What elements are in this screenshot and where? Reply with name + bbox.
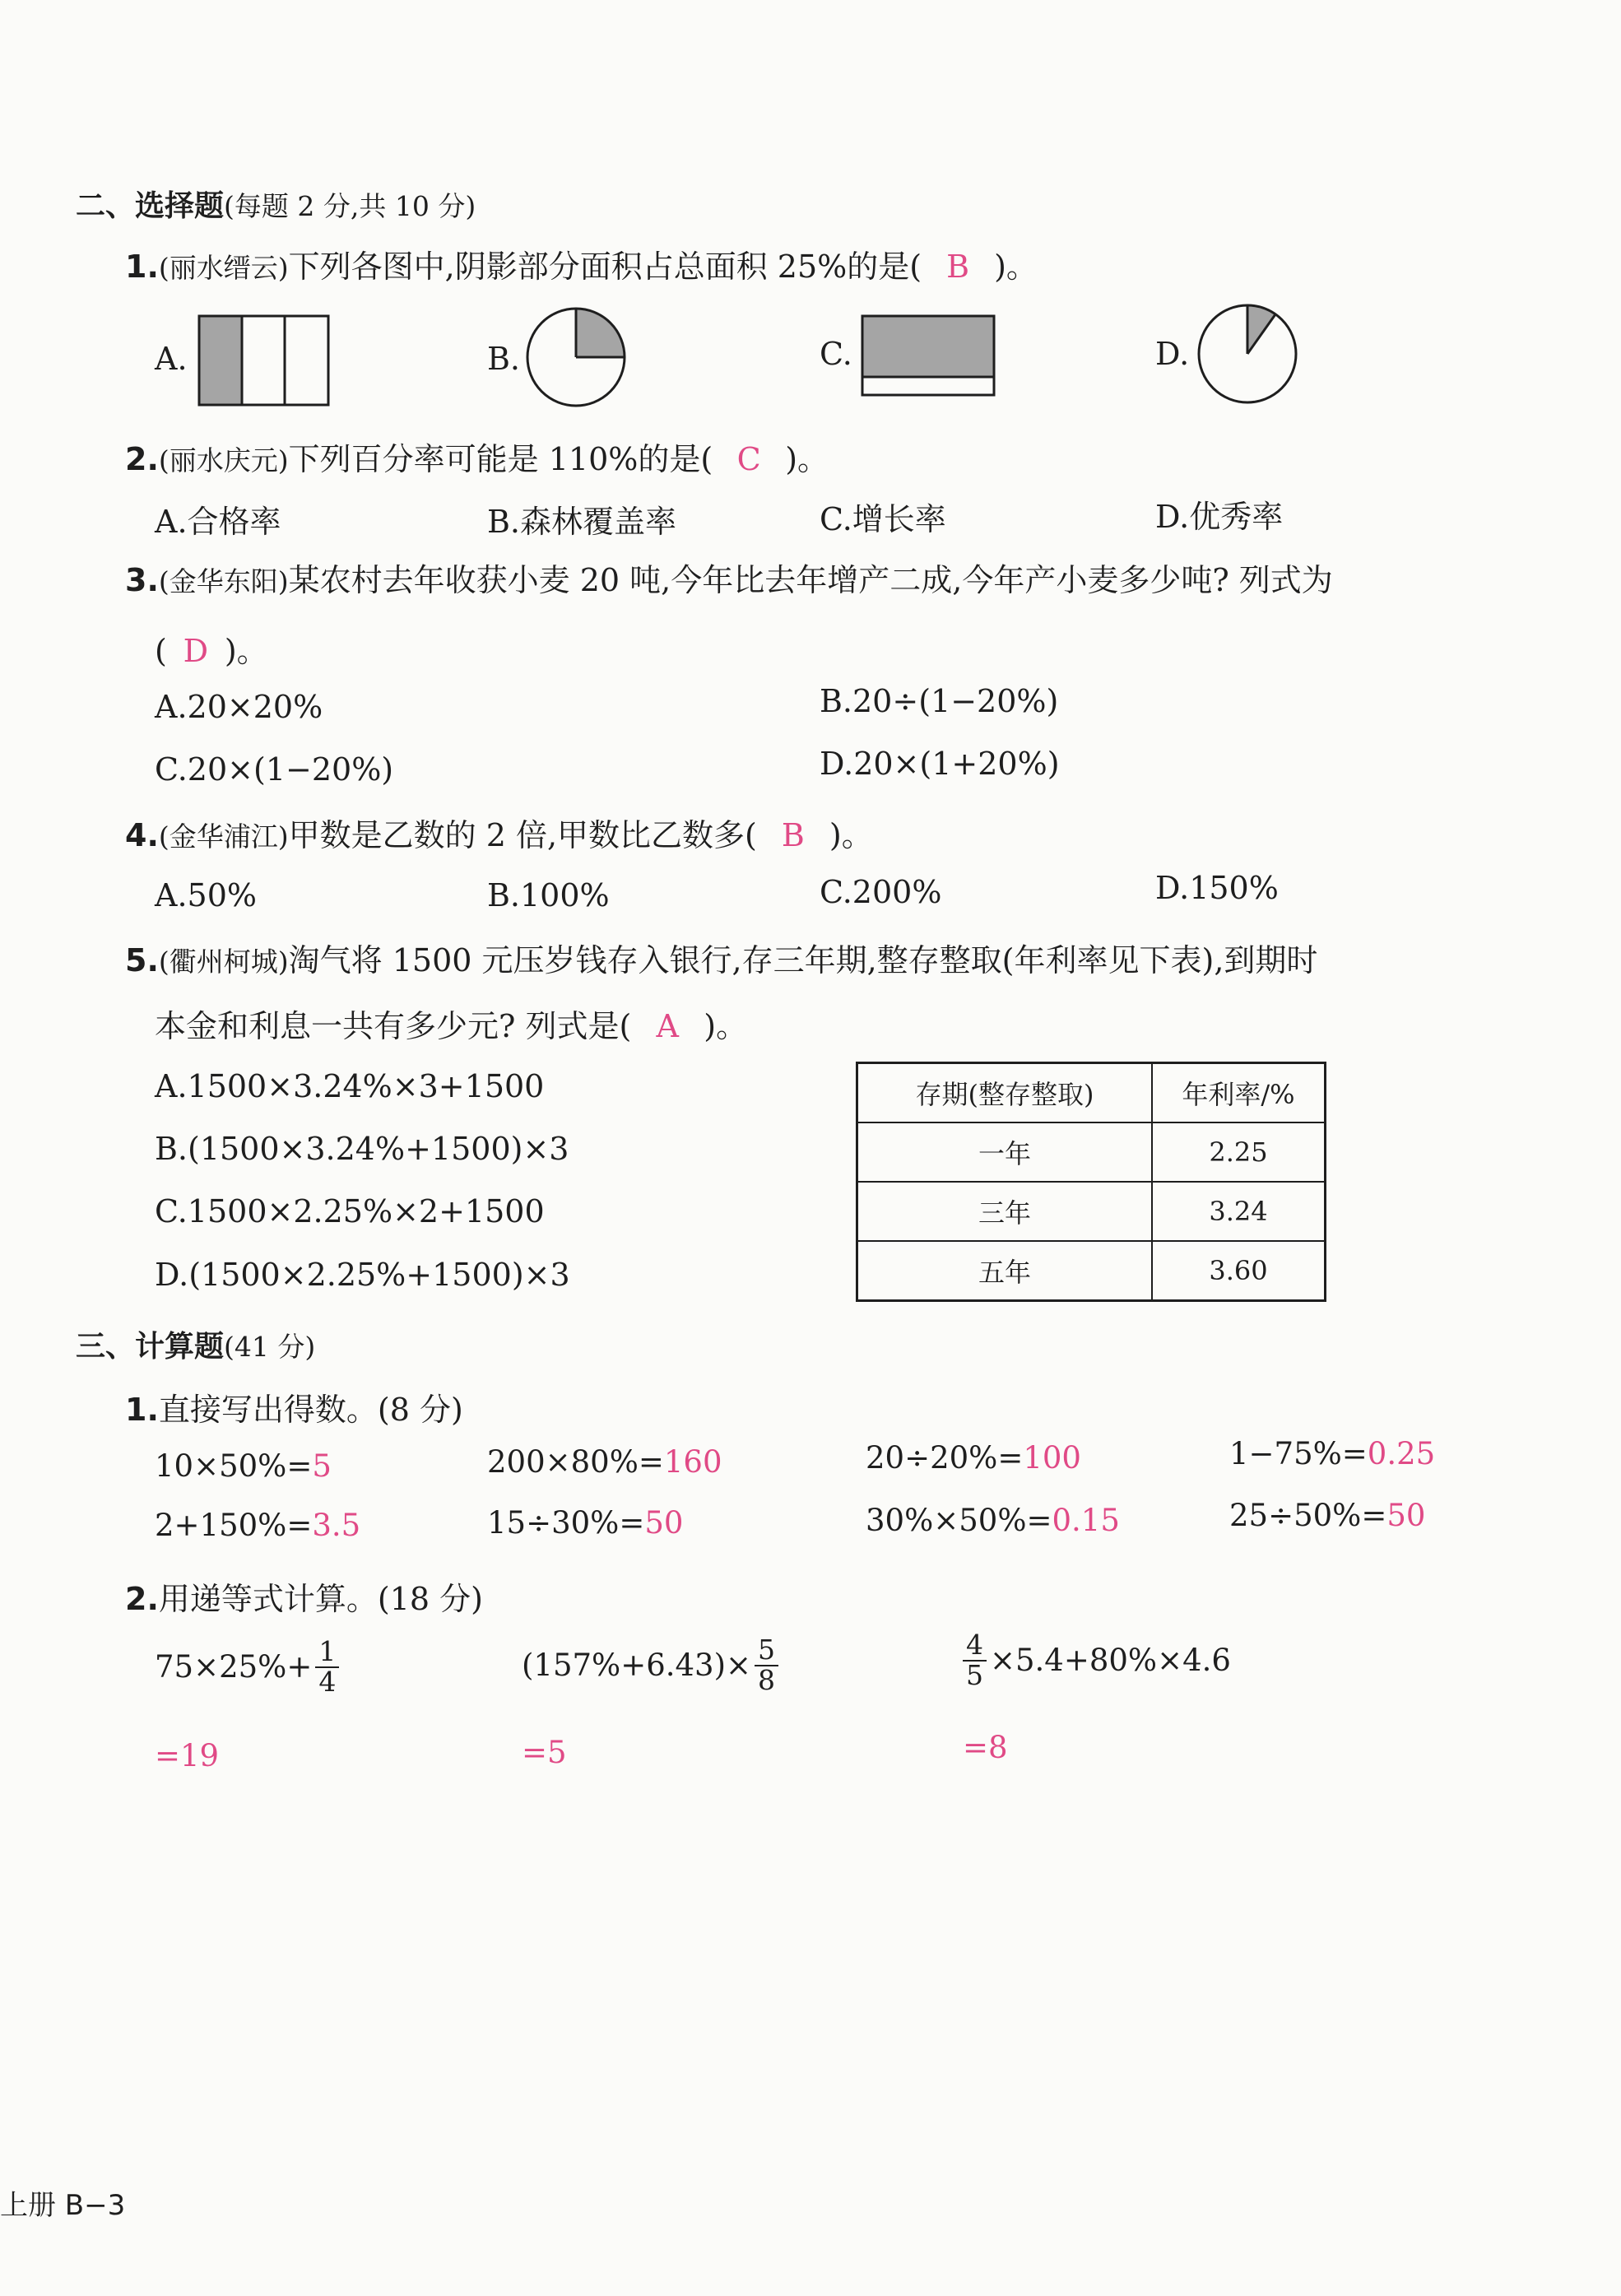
calc-item [866,1503,1120,1538]
option-d-label: D. [1155,336,1190,372]
denominator: 5 [966,1658,983,1691]
question-text: 下列各图中,阴影部分面积占总面积 25%的是( [288,249,922,285]
calc-answer: 5 [312,1448,332,1484]
table-cell: 五年 [857,1241,1153,1301]
option-d: D.(1500×2.25%+1500)×3 [155,1257,570,1293]
answer-mark: B [781,817,805,853]
calc-expression: 2+150%= [155,1508,313,1543]
section-3-heading [76,1323,315,1365]
answer-mark: C [736,441,761,477]
option-a: A.1500×3.24%×3+1500 [155,1068,545,1104]
numerator: 5 [755,1636,778,1666]
denominator: 4 [318,1665,337,1698]
calc-expression: 30%×50%= [866,1503,1052,1538]
table-cell: 3.24 [1152,1182,1326,1241]
answer-mark: D [183,633,209,669]
table-cell: 2.25 [1152,1122,1326,1182]
table-header-row [857,1063,1326,1123]
calc-answer: 50 [644,1505,684,1541]
calc-answer: 0.15 [1052,1503,1120,1538]
question-text-end: )。 [829,817,873,853]
table-row [857,1182,1326,1241]
table-header: 年利率/% [1152,1063,1326,1123]
figure-c-rectangle [861,314,996,397]
option-c-label: C. [820,336,852,372]
calc-answer: 3.5 [312,1508,361,1543]
table-row [857,1241,1326,1301]
fraction [315,1635,339,1698]
fraction [963,1631,987,1689]
expression-text: 75×25%+ [155,1649,313,1685]
question-text-end: )。 [994,249,1038,285]
stepwise-expression-1 [155,1635,342,1698]
stepwise-answer-3: =8 [963,1730,1008,1765]
calc-answer: 100 [1023,1440,1081,1476]
option-c: C.20×(1−20%) [155,751,394,788]
calc-item [487,1444,722,1480]
paren-open: ( [155,633,167,669]
numerator: 1 [315,1638,339,1668]
question-3 [125,555,1333,600]
question-2 [125,434,829,479]
calc-expression: 10×50%= [155,1448,313,1484]
question-source: (金华浦江) [158,820,289,853]
question-text: 本金和利息一共有多少元? 列式是( [155,1008,632,1044]
option-c: C.1500×2.25%×2+1500 [155,1193,545,1229]
question-source: (衢州柯城) [158,946,289,978]
calc-answer: 0.25 [1367,1436,1436,1471]
question-text: 下列百分率可能是 110%的是( [288,441,713,477]
section-3-note: (41 分) [224,1331,316,1363]
stepwise-answer-2: =5 [522,1735,567,1770]
question-3-line-2 [155,625,268,671]
calc-answer: 50 [1386,1498,1426,1533]
question-text-end: )。 [224,633,268,669]
section-2-heading [76,183,476,225]
option-d: D.优秀率 [1155,499,1284,535]
answer-mark: B [946,249,970,285]
numerator: 4 [963,1631,987,1662]
denominator: 8 [758,1663,776,1696]
option-b: B.100% [487,877,610,913]
calc-expression: 20÷20%= [866,1440,1024,1476]
calc-item [155,1448,332,1484]
question-number: 1. [125,249,159,285]
question-source: (丽水庆元) [158,444,289,476]
calc-item [1229,1498,1425,1533]
answer-mark: A [656,1008,679,1044]
option-b: B.20÷(1−20%) [820,683,1059,719]
calc-expression: 25÷50%= [1229,1498,1387,1533]
option-a: A.20×20% [155,689,323,725]
page-footer: 上册 B−3 [0,2189,126,2222]
option-d: D.150% [1155,870,1279,906]
calc-expression: 200×80%= [487,1444,664,1480]
calc-item [487,1505,683,1541]
calc-question-2 [125,1573,483,1619]
question-text: 用递等式计算。(18 分) [158,1581,483,1617]
question-number: 3. [125,562,159,598]
option-d: D.20×(1+20%) [820,746,1060,782]
question-text-end: )。 [704,1008,748,1044]
table-row [857,1122,1326,1182]
calc-question-1 [125,1384,463,1429]
question-text-end: )。 [785,441,829,477]
stepwise-expression-3 [959,1631,1231,1689]
calc-item [1229,1436,1435,1471]
figure-a-rectangle [197,314,331,407]
question-1 [125,241,1038,286]
calc-expression: 15÷30%= [487,1505,645,1541]
fraction [755,1636,778,1694]
question-source: (丽水缙云) [158,252,289,284]
figure-b-circle [525,306,627,408]
option-b: B.(1500×3.24%+1500)×3 [155,1131,569,1167]
question-4 [125,810,873,855]
section-2-title: 二、选择题 [76,189,225,223]
option-a: A.合格率 [155,504,281,540]
section-2-note: (每题 2 分,共 10 分) [224,190,476,222]
question-number: 2. [125,441,159,477]
question-text: 淘气将 1500 元压岁钱存入银行,存三年期,整存整取(年利率见下表),到期时 [288,942,1318,978]
question-text: 某农村去年收获小麦 20 吨,今年比去年增产二成,今年产小麦多少吨? 列式为 [288,562,1333,598]
stepwise-expression-2 [522,1636,782,1694]
option-b: B.森林覆盖率 [487,504,677,540]
calc-item [866,1440,1081,1476]
question-5-line-2 [155,1001,747,1046]
stepwise-answer-1: =19 [155,1738,220,1773]
option-a: A.50% [155,877,257,913]
interest-rate-table [856,1062,1326,1302]
calc-item [155,1508,360,1543]
option-c: C.增长率 [820,501,946,537]
option-c: C.200% [820,874,942,910]
calc-expression: 1−75%= [1229,1436,1368,1471]
question-text: 甲数是乙数的 2 倍,甲数比乙数多( [288,817,757,853]
question-5 [125,935,1317,980]
section-3-title: 三、计算题 [76,1330,225,1364]
table-cell: 一年 [857,1122,1153,1182]
option-b-label: B. [487,341,521,377]
question-number: 4. [125,817,159,853]
question-source: (金华东阳) [158,565,289,597]
question-number: 5. [125,942,159,978]
question-number: 2. [125,1581,159,1617]
table-cell: 三年 [857,1182,1153,1241]
table-header: 存期(整存整取) [857,1063,1153,1123]
calc-answer: 160 [663,1444,722,1480]
option-a-label: A. [155,341,188,377]
question-number: 1. [125,1392,159,1428]
table-cell: 3.60 [1152,1241,1326,1301]
expression-text: ×5.4+80%×4.6 [990,1643,1231,1679]
question-text: 直接写出得数。(8 分) [158,1392,463,1428]
figure-d-circle [1196,303,1298,405]
expression-text: (157%+6.43)× [522,1648,752,1684]
